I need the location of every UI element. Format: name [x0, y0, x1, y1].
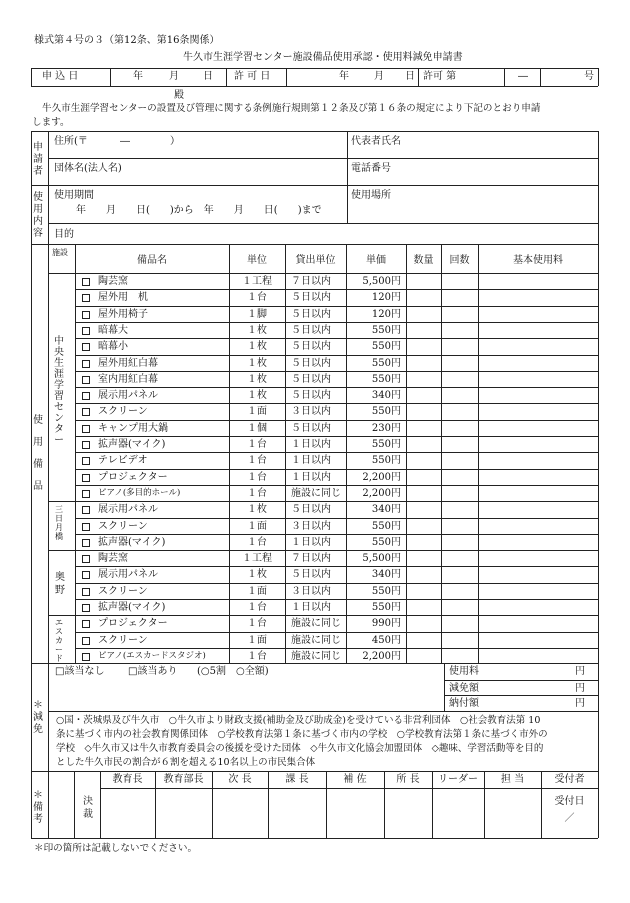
approval-role-7: 担 当	[500, 774, 525, 785]
grid-line	[541, 788, 598, 789]
equipment-unit: １台	[247, 487, 267, 499]
approval-role-4: 補 佐	[343, 774, 367, 785]
equipment-loan-unit: ５日以内	[291, 324, 331, 336]
equipment-unit: １枚	[247, 324, 267, 336]
equipment-unit: １台	[247, 471, 267, 483]
payment-yen: 円	[575, 698, 585, 709]
grid-line	[444, 695, 598, 696]
apply-day: 日	[203, 71, 213, 82]
equipment-loan-unit: ３日以内	[291, 585, 331, 597]
grid-line	[31, 131, 598, 132]
equipment-unit: １台	[247, 602, 267, 613]
equipment-unit: １台	[247, 618, 267, 630]
equipment-checkbox[interactable]	[82, 588, 90, 596]
grid-line	[75, 648, 598, 649]
intro-line-2: します。	[32, 117, 70, 128]
equipment-unit: １台	[247, 292, 267, 304]
equipment-loan-unit: 施設に同じ	[291, 650, 341, 662]
fee-yen: 円	[575, 666, 585, 677]
grid-line	[75, 289, 598, 290]
equipment-price: 2,200円	[362, 650, 401, 662]
grid-line	[31, 68, 598, 69]
grid-line	[31, 771, 598, 772]
equipment-loan-unit: ５日以内	[291, 373, 331, 385]
criteria-line-1: ○国・茨城県及び牛久市 ○牛久市より財政支援(補助金及び助成金)を受けている非営利団体 ○社会教育法第 10	[56, 715, 541, 726]
equipment-price: 340円	[371, 504, 401, 516]
equipment-checkbox[interactable]	[82, 555, 90, 563]
equipment-price: 5,500円	[362, 276, 401, 287]
exemption-section-label: ＊減免	[33, 700, 43, 735]
equipment-price: 550円	[371, 406, 401, 418]
permit-no-label: 許可 第	[423, 71, 457, 82]
grid-line	[418, 68, 419, 86]
phone-label: 電話番号	[351, 163, 391, 174]
grid-line	[444, 680, 598, 681]
equipment-unit: １枚	[247, 373, 267, 385]
equipment-unit: １面	[247, 585, 267, 597]
equipment-checkbox[interactable]	[82, 523, 90, 531]
equipment-loan-unit: ５日以内	[291, 390, 331, 402]
approval-role-3: 課 長	[285, 774, 309, 785]
grid-line	[31, 244, 598, 245]
approval-label: 決裁	[83, 796, 93, 820]
equipment-checkbox[interactable]	[82, 376, 90, 384]
purpose-label: 目的	[54, 229, 74, 240]
equipment-checkbox[interactable]	[82, 653, 90, 661]
equipment-item-name: 屋外用椅子	[98, 308, 148, 320]
group-label-mikazukibashi: 三日月橋	[55, 505, 63, 541]
equipment-checkbox[interactable]	[82, 294, 90, 302]
equipment-unit: １枚	[247, 390, 267, 402]
address-label: 住所(〒	[54, 136, 88, 147]
equipment-unit: １台	[247, 650, 267, 662]
equipment-item-name: 暗幕小	[98, 341, 128, 353]
grid-line	[286, 68, 287, 86]
form-title: 牛久市生涯学習センター施設備品使用承認・使用料減免申請書	[183, 52, 463, 63]
equipment-unit: １個	[247, 422, 267, 434]
equipment-checkbox[interactable]	[82, 408, 90, 416]
equipment-unit: １面	[247, 520, 267, 532]
equipment-loan-unit: 施設に同じ	[291, 618, 341, 630]
group-label-central: 中央生涯学習センター	[54, 336, 64, 446]
equipment-price: 550円	[371, 585, 401, 597]
equipment-price: 450円	[371, 634, 401, 646]
grid-line	[75, 583, 598, 584]
equipment-item-name: スクリーン	[98, 520, 148, 532]
criteria-line-3: 学校 ◇牛久市又は牛久市教育委員会の後援を受けた団体 ◇牛久市文化協会加盟団体 ◇趣味、学習活動等を目的	[56, 743, 544, 754]
grid-line	[48, 663, 49, 838]
approval-role-6: リーダー	[438, 774, 478, 785]
equipment-price: 550円	[371, 439, 401, 450]
equipment-checkbox[interactable]	[82, 343, 90, 351]
equipment-item-name: ピアノ(エスカードスタジオ)	[98, 650, 206, 661]
footnote: ＊印の箇所は記載しないでください。	[34, 843, 198, 854]
equipment-price: 990円	[371, 618, 401, 630]
equipment-loan-unit: １日以内	[291, 536, 331, 548]
equipment-item-name: スクリーン	[98, 406, 148, 418]
grid-line	[346, 244, 347, 664]
criteria-line-2: 条に基づく市内の社会教育関係団体 ○学校教育法第１条に基づく市内の学校 ○学校教育法第１条に基づく市外の	[56, 729, 548, 740]
equipment-item-name: 陶芸窯	[98, 276, 128, 287]
col-header-times: 回数	[449, 255, 470, 266]
grid-line	[540, 68, 541, 86]
equipment-price: 550円	[371, 324, 401, 336]
equipment-checkbox[interactable]	[82, 490, 90, 498]
grid-line	[75, 632, 598, 633]
approval-role-5: 所 長	[396, 774, 420, 785]
criteria-line-4: とした牛久市民の割合が６割を超える10名以上の市民集合体	[56, 757, 316, 768]
grid-line	[75, 485, 598, 486]
equipment-item-name: スクリーン	[98, 634, 148, 646]
grid-line	[31, 185, 598, 186]
group-label-okuno: 奥野	[55, 572, 65, 596]
equipment-loan-unit: １日以内	[291, 602, 331, 613]
equipment-loan-unit: １日以内	[291, 439, 331, 450]
grid-line	[75, 371, 598, 372]
col-header-qty: 数量	[413, 255, 434, 266]
col-header-basic-fee: 基本使用料	[513, 255, 563, 266]
equipment-item-name: 陶芸窯	[98, 553, 128, 565]
equipment-loan-unit: ７日以内	[291, 553, 331, 565]
equipment-loan-unit: ５日以内	[291, 357, 331, 369]
grid-line	[75, 244, 76, 664]
grid-line	[406, 244, 407, 664]
equipment-item-name: テレビデオ	[98, 455, 148, 467]
grid-line	[347, 131, 348, 223]
grid-line	[48, 131, 49, 663]
apply-year: 年	[133, 71, 143, 82]
equipment-price: 340円	[371, 569, 401, 581]
grid-line	[75, 322, 598, 323]
equipment-unit: １枚	[247, 341, 267, 353]
equipment-item-name: 屋外用 机	[98, 292, 148, 304]
grid-line	[31, 86, 598, 87]
grid-line	[75, 518, 598, 519]
equipment-unit: １工程	[242, 276, 272, 287]
equipment-item-name: プロジェクター	[98, 618, 168, 630]
grid-line	[110, 68, 111, 86]
grid-line	[48, 158, 598, 159]
exemption-not-applicable[interactable]: □該当なし	[55, 666, 105, 677]
equipment-item-name: 暗幕大	[98, 324, 128, 336]
equipment-item-name: 室内用紅白幕	[98, 373, 158, 385]
equipment-price: 550円	[371, 373, 401, 385]
equipment-checkbox[interactable]	[82, 457, 90, 465]
equipment-price: 550円	[371, 455, 401, 467]
equipment-item-name: 展示用パネル	[98, 390, 158, 402]
approval-role-0: 教育長	[112, 774, 143, 785]
equipment-price: 340円	[371, 390, 401, 402]
grid-line	[74, 771, 75, 838]
equipment-unit: １枚	[247, 357, 267, 369]
approval-role-2: 次 長	[228, 774, 252, 785]
grid-line	[31, 663, 598, 664]
org-name-label: 団体名(法人名)	[54, 163, 122, 174]
rep-name-label: 代表者氏名	[351, 136, 401, 147]
equipment-price: 230円	[371, 422, 401, 434]
equipment-loan-unit: 施設に同じ	[291, 634, 341, 646]
equipment-item-name: キャンプ用大鍋	[98, 422, 168, 434]
equipment-checkbox[interactable]	[82, 474, 90, 482]
grid-line	[75, 469, 598, 470]
equipment-price: 120円	[371, 308, 401, 320]
equipment-loan-unit: １日以内	[291, 455, 331, 467]
equipment-price: 550円	[371, 536, 401, 548]
equipment-checkbox[interactable]	[82, 571, 90, 579]
equipment-unit: １枚	[247, 569, 267, 581]
form-number: 様式第４号の３（第12条、第16条関係）	[34, 35, 220, 46]
equipment-loan-unit: 施設に同じ	[291, 487, 341, 499]
grid-line	[48, 550, 598, 551]
applicant-section-label: 申請者	[33, 142, 43, 177]
equipment-unit: １脚	[247, 308, 267, 320]
grid-line	[75, 599, 598, 600]
equipment-loan-unit: ７日以内	[291, 276, 331, 287]
permit-no-dash: ―	[518, 71, 528, 82]
reduction-yen: 円	[575, 683, 585, 694]
group-label-escard: エスカード	[55, 618, 63, 663]
permit-year: 年	[339, 71, 349, 82]
equipment-checkbox[interactable]	[82, 441, 90, 449]
equipment-checkbox[interactable]	[82, 278, 90, 286]
grid-line	[75, 306, 598, 307]
equipment-item-name: 展示用パネル	[98, 504, 158, 516]
equipment-item-name: プロジェクター	[98, 471, 168, 483]
equipment-unit: １枚	[247, 504, 267, 516]
equipment-checkbox[interactable]	[82, 327, 90, 335]
equipment-loan-unit: ５日以内	[291, 504, 331, 516]
equipment-item-name: 拡声器(マイク)	[98, 439, 166, 450]
usage-section-label: 使用内容	[33, 192, 43, 239]
grid-line	[75, 403, 598, 404]
equipment-checkbox[interactable]	[82, 620, 90, 628]
equipment-checkbox[interactable]	[82, 311, 90, 319]
receipt-date-label: 受付日	[554, 796, 585, 807]
grid-line	[478, 244, 479, 664]
grid-line	[48, 501, 598, 502]
grid-line	[75, 452, 598, 453]
grid-line	[48, 223, 598, 224]
col-header-unit: 単位	[247, 255, 267, 266]
grid-line	[48, 711, 598, 712]
equipment-loan-unit: １日以内	[291, 471, 331, 483]
equipment-loan-unit: ５日以内	[291, 569, 331, 581]
grid-line	[48, 615, 598, 616]
exemption-applicable[interactable]: □該当あり	[128, 666, 178, 677]
grid-line	[285, 244, 286, 664]
grid-line	[444, 663, 445, 711]
equipment-loan-unit: ５日以内	[291, 308, 331, 320]
grid-line	[226, 68, 227, 86]
permit-day: 日	[405, 71, 415, 82]
equipment-loan-unit: ５日以内	[291, 341, 331, 353]
grid-line	[598, 68, 599, 86]
equipment-item-name: 拡声器(マイク)	[98, 602, 166, 613]
apply-date-label: 申 込 日	[42, 71, 79, 82]
permit-no-suffix: 号	[584, 71, 594, 82]
grid-line	[75, 387, 598, 388]
col-header-loan-unit: 貸出単位	[295, 255, 336, 266]
receipt-slash: ／	[564, 813, 575, 824]
equipment-loan-unit: ３日以内	[291, 520, 331, 532]
equipment-checkbox[interactable]	[82, 360, 90, 368]
receipt-label: 受付者	[554, 774, 585, 785]
grid-line	[504, 68, 505, 86]
approval-role-1: 教育部長	[163, 774, 204, 785]
equipment-loan-unit: ５日以内	[291, 422, 331, 434]
equipment-unit: １面	[247, 406, 267, 418]
addressee-suffix: 殿	[174, 90, 184, 101]
equipment-price: 550円	[371, 520, 401, 532]
grid-line	[75, 338, 598, 339]
grid-line	[441, 244, 442, 664]
grid-line	[75, 566, 598, 567]
grid-line	[75, 534, 598, 535]
apply-month: 月	[169, 71, 179, 82]
equipment-price: 550円	[371, 602, 401, 613]
period-label: 使用期間	[54, 190, 94, 201]
grid-line	[229, 244, 230, 664]
equipment-item-name: 展示用パネル	[98, 569, 158, 581]
equipment-checkbox[interactable]	[82, 425, 90, 433]
exemption-rate-options[interactable]: (○5割 ○全額)	[197, 666, 269, 677]
equipment-section-label: 使用備品	[33, 415, 43, 492]
equipment-checkbox[interactable]	[82, 604, 90, 612]
payment-label: 納付額	[449, 698, 479, 709]
equipment-price: 120円	[371, 292, 401, 304]
address-close: ）	[170, 136, 180, 147]
equipment-checkbox[interactable]	[82, 392, 90, 400]
reduction-label: 減免額	[449, 683, 479, 694]
period-line: 年 月 日( )から 年 月 日( )まで	[76, 205, 322, 216]
equipment-item-name: スクリーン	[98, 585, 148, 597]
equipment-loan-unit: ５日以内	[291, 292, 331, 304]
equipment-item-name: ピアノ(多目的ホール)	[98, 487, 181, 498]
equipment-price: 550円	[371, 357, 401, 369]
grid-line	[75, 436, 598, 437]
equipment-checkbox[interactable]	[82, 637, 90, 645]
grid-line	[598, 131, 599, 838]
permit-date-label: 許 可 日	[234, 71, 271, 82]
equipment-checkbox[interactable]	[82, 506, 90, 514]
grid-line	[75, 420, 598, 421]
fee-label: 使用料	[449, 666, 479, 677]
col-header-item: 備品名	[137, 255, 167, 266]
equipment-unit: １台	[247, 439, 267, 450]
equipment-item-name: 屋外用紅白幕	[98, 357, 158, 369]
place-label: 使用場所	[351, 190, 391, 201]
equipment-item-name: 拡声器(マイク)	[98, 536, 166, 548]
remarks-section-label: ＊備考	[33, 790, 43, 825]
grid-line	[31, 838, 598, 839]
permit-month: 月	[374, 71, 384, 82]
equipment-price: 550円	[371, 341, 401, 353]
equipment-price: 2,200円	[362, 471, 401, 483]
grid-line	[100, 788, 541, 789]
equipment-price: 2,200円	[362, 487, 401, 499]
equipment-checkbox[interactable]	[82, 539, 90, 547]
equipment-unit: １台	[247, 455, 267, 467]
equipment-price: 5,500円	[362, 553, 401, 565]
equipment-unit: １面	[247, 634, 267, 646]
intro-line-1: 牛久市生涯学習センターの設置及び管理に関する条例施行規則第１２条及び第１６条の規定により下記のとおり申請	[42, 103, 541, 114]
equipment-unit: １台	[247, 536, 267, 548]
col-header-price: 単価	[366, 255, 386, 266]
grid-line	[75, 355, 598, 356]
col-header-facility: 施設	[52, 248, 68, 257]
grid-line	[31, 68, 32, 86]
grid-line	[48, 273, 598, 274]
equipment-unit: １工程	[242, 553, 272, 565]
equipment-loan-unit: ３日以内	[291, 406, 331, 418]
address-dash: ―	[120, 136, 130, 147]
